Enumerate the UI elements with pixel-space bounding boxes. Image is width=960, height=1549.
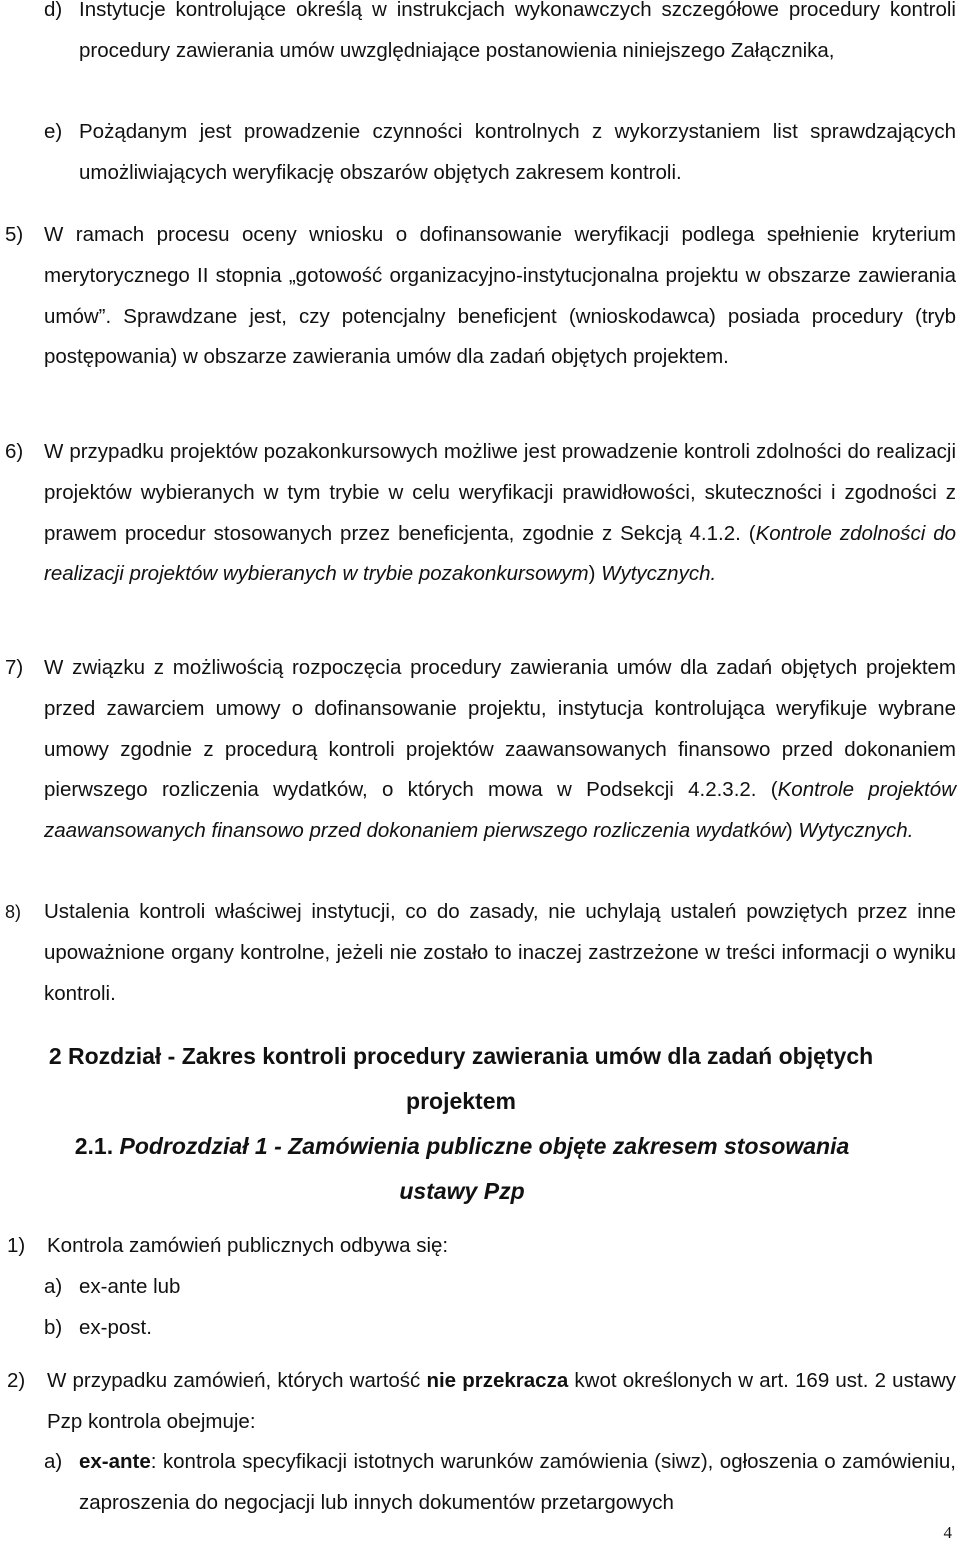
list-item-8 — [5, 892, 956, 1014]
item-label: d) — [44, 0, 63, 21]
list-item-a — [44, 1267, 956, 1308]
item-text-part: W związku z możliwością rozpoczęcia procedury zawierania umów dla zadań objętych projektem przed zawarciem umowy o dofinansowanie projektu, instytucja kontrolująca weryfikuje wybrane umowy zgodnie z procedurą kontroli projektów zaawansowanych finansowo przed dokonaniem pierwszego rozliczenia wydatków, o których mowa w Podsekcji 4.2.3.2. ( — [44, 656, 956, 802]
item-text-bold: ex-ante — [79, 1450, 151, 1473]
item-label: 8) — [5, 902, 22, 922]
list-item-d — [44, 0, 956, 72]
list-item-7 — [5, 648, 956, 852]
item-label: 5) — [5, 223, 24, 246]
item-text-part: W przypadku projektów pozakonkursowych możliwe jest prowadzenie kontroli zdolności do realizacji projektów wybieranych w tym trybie w celu weryfikacji prawidłowości, skuteczności i zgodności z prawem procedur stosowanych przez beneficjenta, zgodnie z Sekcją 4.1.2. ( — [44, 440, 956, 545]
item-text: Pożądanym jest prowadzenie czynności kontrolnych z wykorzystaniem list sprawdzających umożliwiających weryfikację obszarów objętych zakresem kontroli. — [79, 120, 956, 184]
subsection-number: 2.1. — [74, 1133, 114, 1159]
item-label: 7) — [5, 656, 24, 679]
item-text — [44, 1442, 956, 1524]
item-text-italic: Wytycznych. — [798, 819, 914, 843]
item-text-part: ) — [785, 819, 799, 843]
item-label: a) — [44, 1450, 63, 1473]
item-text-italic: Kontrole zdolności do realizacji projektów wybieranych w trybie pozakonkursowym — [44, 521, 956, 586]
subsection-heading — [28, 1124, 896, 1214]
section-heading-line: projektem — [406, 1088, 516, 1114]
list-item-e — [44, 112, 956, 194]
subsection-heading-line1 — [28, 1124, 896, 1169]
section-heading-line: 2 Rozdział - Zakres kontroli procedury zawierania umów dla zadań objętych — [48, 1043, 874, 1069]
item-label: b) — [44, 1316, 63, 1339]
list-item-1 — [7, 1226, 956, 1267]
item-label: 1) — [7, 1234, 26, 1257]
item-text-bold: nie przekracza — [426, 1369, 569, 1392]
item-label: a) — [44, 1275, 63, 1298]
list-item-2 — [7, 1361, 956, 1443]
item-text-italic: Wytycznych. — [601, 562, 717, 586]
item-text-italic: Kontrole projektów zaawansowanych finansowo przed dokonaniem pierwszego rozliczenia wydatków — [44, 778, 957, 843]
item-text: Kontrola zamówień publicznych odbywa się: — [47, 1234, 449, 1257]
item-text-part: kwot określonych w art. 169 ust. 2 ustawy Pzp kontrola obejmuje: — [47, 1369, 956, 1433]
subsection-heading-line2: ustawy Pzp — [399, 1178, 525, 1204]
item-text-part: : kontrola specyfikacji istotnych warunków zamówienia (siwz), ogłoszenia o zamówieniu, zaproszenia do negocjacji lub innych dokumentów przetargowych — [79, 1450, 956, 1514]
item-text: ex-post. — [79, 1316, 152, 1339]
item-text: W ramach procesu oceny wniosku o dofinansowanie weryfikacji podlega spełnienie kryterium merytorycznego II stopnia „gotowość organizacyjno-instytucjonalna projektu w obszarze zawierania umów”. Sprawdzane jest, czy potencjalny beneficjent (wnioskodawca) posiada procedury (tryb postępowania) w obszarze zawierania umów dla zadań objętych projektem. — [44, 223, 956, 369]
item-text — [7, 1361, 956, 1443]
item-text-part: W przypadku zamówień, których wartość — [47, 1369, 427, 1392]
item-text — [5, 648, 956, 852]
item-text — [5, 432, 956, 595]
item-label: e) — [44, 120, 63, 143]
list-item-b — [44, 1308, 956, 1349]
item-text-part: ) — [588, 562, 602, 586]
item-text: Ustalenia kontroli właściwej instytucji, co do zasady, nie uchylają ustaleń powziętych przez inne upoważnione organy kontrolne, jeżeli nie zostało to inaczej zastrzeżone w treści informacji o wyniku kontroli. — [44, 900, 956, 1005]
page-number: 4 — [943, 1523, 952, 1542]
item-text: Instytucje kontrolujące określą w instrukcjach wykonawczych szczegółowe procedury kontroli procedury zawierania umów uwzględniające postanowienia niniejszego Załącznika, — [79, 0, 956, 62]
list-item-a2 — [44, 1442, 956, 1524]
item-label: 2) — [7, 1369, 26, 1392]
subsection-title: Podrozdział 1 - Zamówienia publiczne objęte zakresem stosowania — [119, 1133, 850, 1159]
list-item-6 — [5, 432, 956, 595]
section-heading — [0, 1034, 922, 1124]
list-item-5 — [5, 215, 956, 378]
item-text: ex-ante lub — [79, 1275, 181, 1298]
item-label: 6) — [5, 440, 24, 463]
